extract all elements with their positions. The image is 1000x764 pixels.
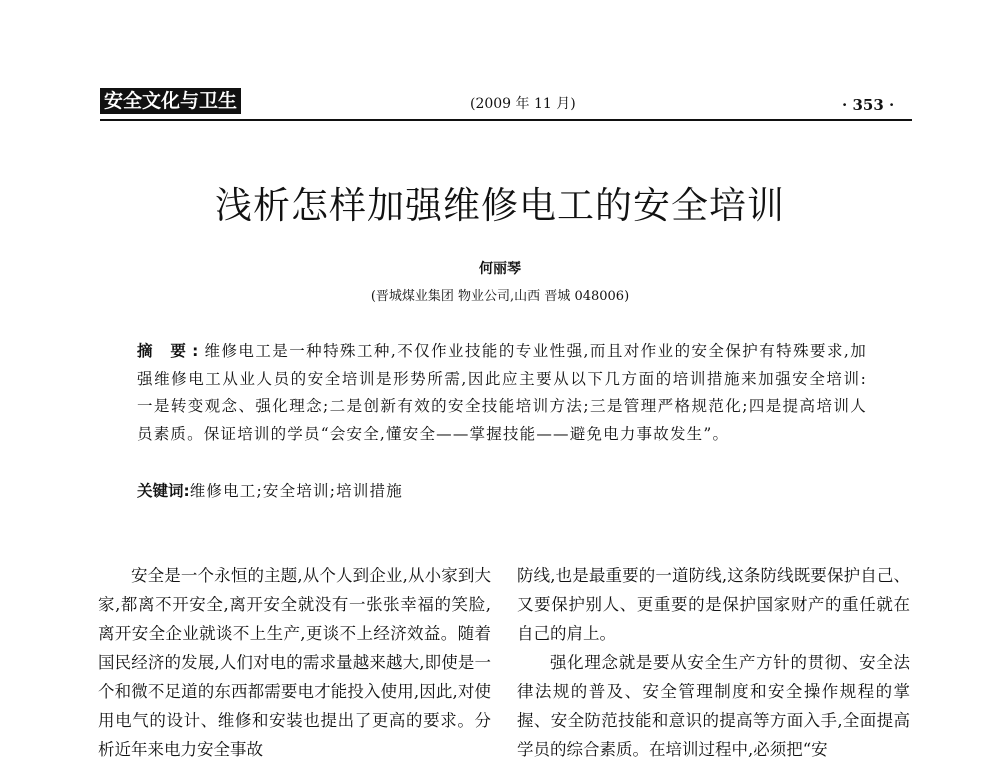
- body-column-right: [517, 561, 910, 764]
- abstract: [137, 338, 867, 448]
- body-paragraph: 防线,也是最重要的一道防线,这条防线既要保护自己、又要保护别人、更重要的是保护国家财产的重任就在自己的肩上。: [517, 566, 910, 643]
- keywords: [137, 479, 867, 501]
- abstract-text: 维修电工是一种特殊工种,不仅作业技能的专业性强,而且对作业的安全保护有特殊要求,加强维修电工从业人员的安全培训是形势所需,因此应主要从以下几方面的培训措施来加强安全培训:一是转变观念、强化理念;二是创新有效的安全技能培训方法;三是管理严格规范化;四是提高培训人员素质。保证培训的学员“会安全,懂安全——掌握技能——避免电力事故发生”。: [137, 342, 867, 443]
- article-title: 浅析怎样加强维修电工的安全培训: [215, 184, 785, 227]
- body-column-left: [98, 561, 491, 764]
- page-number: · 353 ·: [842, 96, 895, 114]
- keywords-text: 维修电工;安全培训;培训措施: [189, 482, 403, 500]
- body-paragraph: 安全是一个永恒的主题,从个人到企业,从小家到大家,都离不开安全,离开安全就没有一张张幸福的笑脸,离开安全企业就谈不上生产,更谈不上经济效益。随着国民经济的发展,人们对电的需求量越来越大,即使是一个和微不足道的东西都需要电才能投入使用,因此,对使用电气的设计、维修和安装也提出了更高的要求。分析近年来电力安全事故: [98, 566, 491, 759]
- author-name: 何丽琴: [479, 261, 521, 277]
- keywords-label: 关键词:: [137, 482, 190, 500]
- issue-date: (2009 年 11 月): [470, 96, 576, 112]
- author-affiliation: (晋城煤业集团 物业公司,山西 晋城 048006): [370, 289, 630, 304]
- abstract-label: 摘 要:: [137, 342, 205, 360]
- journal-section-label: 安全文化与卫生: [100, 88, 241, 114]
- body-paragraph: 强化理念就是要从安全生产方针的贯彻、安全法律法规的普及、安全管理制度和安全操作规程的掌握、安全防范技能和意识的提高等方面入手,全面提高学员的综合素质。在培训过程中,必须把“安: [517, 653, 910, 759]
- header-divider: [100, 119, 912, 121]
